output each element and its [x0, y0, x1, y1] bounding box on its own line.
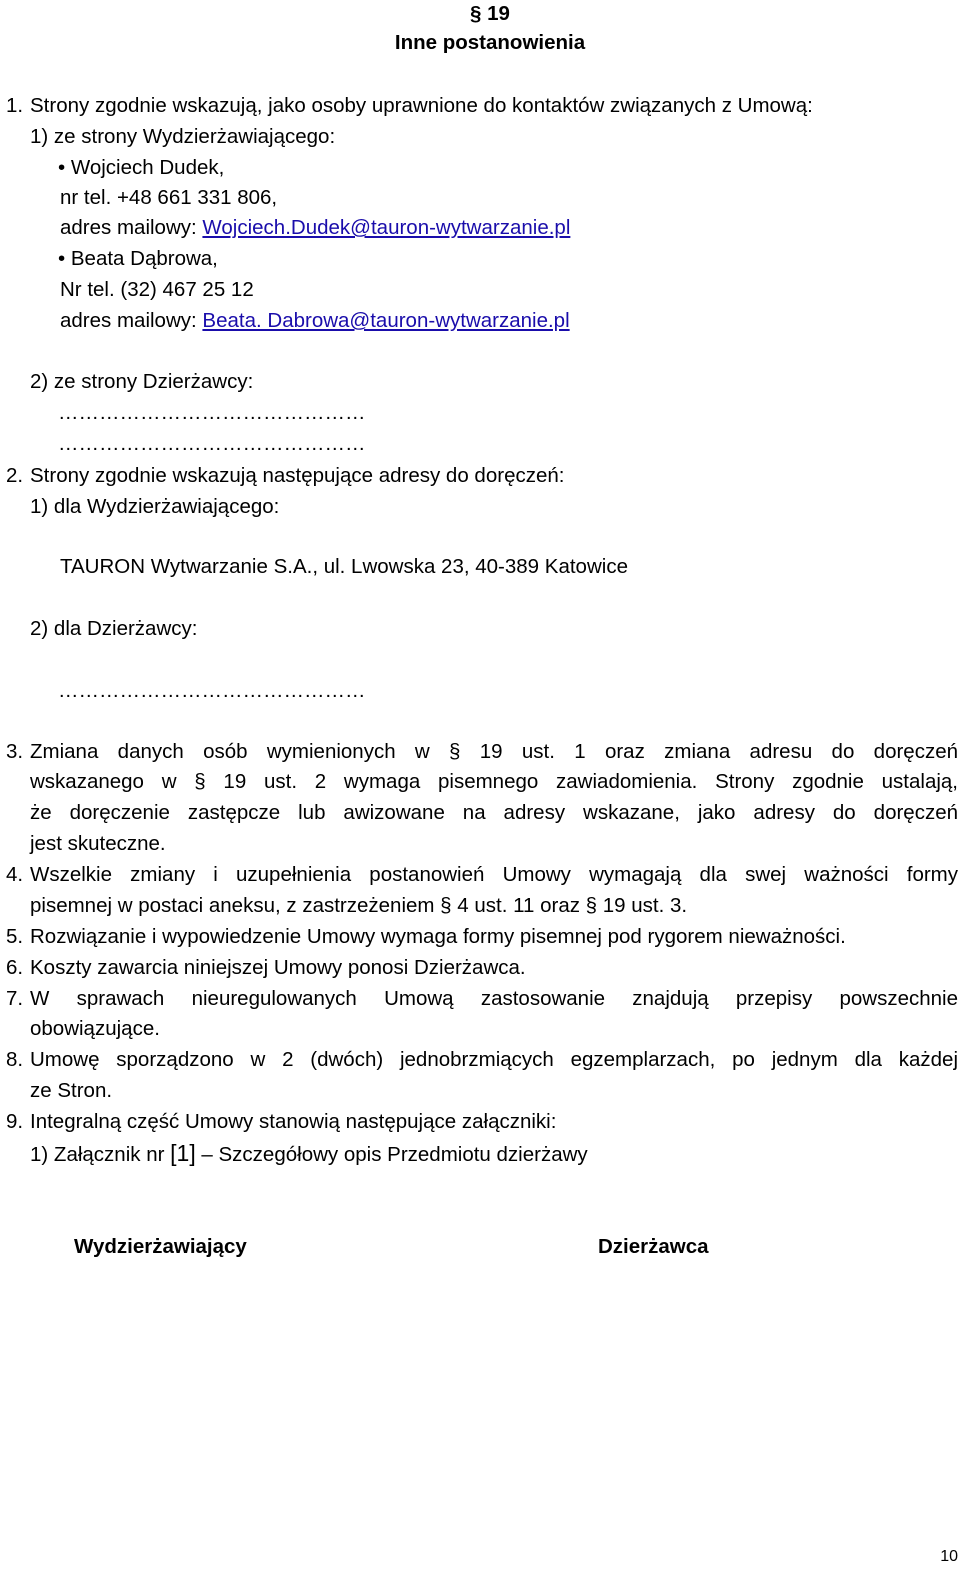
p3-line: jest skuteczne.: [30, 832, 166, 855]
address-text: TAURON Wytwarzanie S.A., ul. Lwowska 23, 40-389 Katowice: [60, 555, 628, 578]
p2-number: 2.: [6, 464, 24, 487]
p5-number: 5.: [6, 925, 24, 948]
p1-text: Strony zgodnie wskazują, jako osoby uprawnione do kontaktów związanych z Umową:: [30, 94, 813, 117]
person1-email-label: adres mailowy:: [60, 216, 197, 239]
p6-text: Koszty zawarcia niniejszej Umowy ponosi Dzierżawca.: [30, 956, 526, 979]
person2-email-row: [60, 309, 570, 333]
person2-email-label: adres mailowy:: [60, 309, 197, 332]
p7-number: 7.: [6, 987, 24, 1010]
person1-name: • Wojciech Dudek,: [58, 156, 225, 179]
person2-name: • Beata Dąbrowa,: [58, 247, 218, 270]
p9-number: 9.: [6, 1110, 24, 1133]
p8-line: ze Stron.: [30, 1079, 113, 1102]
section-title: Inne postanowienia: [394, 31, 586, 54]
p9-sub1: [30, 1141, 588, 1167]
p7-line: obowiązujące.: [30, 1017, 160, 1040]
attachment-description: – Szczegółowy opis Przedmiotu dzierżawy: [195, 1143, 588, 1166]
p9-text: Integralną część Umowy stanowią następujące załączniki:: [30, 1110, 557, 1133]
person1-email-row: [60, 216, 570, 240]
person1-phone: nr tel. +48 661 331 806,: [60, 186, 278, 209]
placeholder-dots: ………………………………………: [58, 432, 366, 455]
section-symbol: § 19: [470, 2, 510, 25]
signature-lessor: Wydzierżawiający: [74, 1235, 247, 1258]
p3-line: wskazanego w § 19 ust. 2 wymaga pisemnego zawiadomienia. Strony zgodnie ustalają,: [30, 770, 958, 793]
p8-number: 8.: [6, 1048, 24, 1071]
p4-line: Wszelkie zmiany i uzupełnienia postanowień Umowy wymagają dla swej ważności formy: [30, 863, 958, 886]
p3-line: Zmiana danych osób wymienionych w § 19 ust. 1 oraz zmiana adresu do doręczeń: [30, 740, 958, 763]
placeholder-dots: ………………………………………: [58, 401, 366, 424]
p4-line: pisemnej w postaci aneksu, z zastrzeżeniem § 4 ust. 11 oraz § 19 ust. 3.: [30, 894, 688, 917]
p2-sub2: 2) dla Dzierżawcy:: [30, 617, 198, 640]
p1-sub1: 1) ze strony Wydzierżawiającego:: [30, 125, 336, 148]
person2-phone: Nr tel. (32) 467 25 12: [60, 278, 254, 301]
attachment-number: [1]: [170, 1140, 196, 1166]
p3-line: że doręczenie zastępcze lub awizowane na adresy wskazane, jako adresy do doręczeń: [30, 801, 958, 824]
p1-sub2: 2) ze strony Dzierżawcy:: [30, 370, 254, 393]
attachment-prefix: 1) Załącznik nr: [30, 1143, 171, 1166]
page-number: 10: [940, 1548, 958, 1565]
p8-line: Umowę sporządzono w 2 (dwóch) jednobrzmiących egzemplarzach, po jednym dla każdej: [30, 1048, 958, 1071]
person1-email-link[interactable]: Wojciech.Dudek@tauron-wytwarzanie.pl: [202, 216, 571, 239]
p5-text: Rozwiązanie i wypowiedzenie Umowy wymaga formy pisemnej pod rygorem nieważności.: [30, 925, 846, 948]
p7-line: W sprawach nieuregulowanych Umową zastosowanie znajdują przepisy powszechnie: [30, 987, 958, 1010]
placeholder-dots: ………………………………………: [58, 679, 366, 702]
p1-number: 1.: [6, 94, 24, 117]
p3-number: 3.: [6, 740, 24, 763]
p6-number: 6.: [6, 956, 24, 979]
p4-number: 4.: [6, 863, 24, 886]
p2-sub1: 1) dla Wydzierżawiającego:: [30, 495, 280, 518]
person2-email-link[interactable]: Beata. Dabrowa@tauron-wytwarzanie.pl: [202, 309, 570, 332]
signature-lessee: Dzierżawca: [598, 1235, 709, 1258]
p2-text: Strony zgodnie wskazują następujące adresy do doręczeń:: [30, 464, 565, 487]
